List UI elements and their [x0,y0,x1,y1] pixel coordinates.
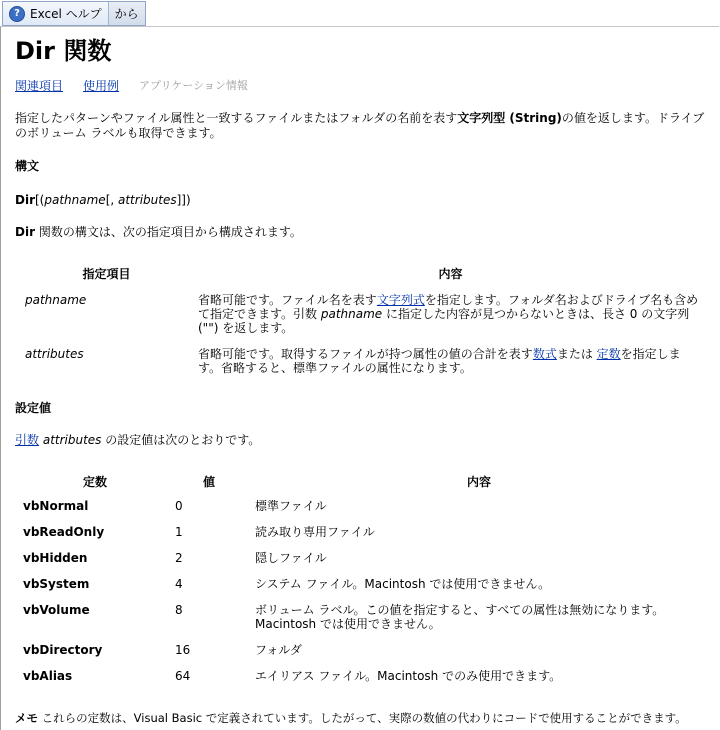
intro-text-2: の値を返します。ドライブのボリューム ラベルも取得できます。 [15,111,705,140]
table-row [15,657,703,683]
params-table [15,263,703,375]
syntax-heading: 構文 [15,159,40,173]
param-desc-italic: pathname [320,307,383,321]
intro-bold: 文字列型 (String) [457,111,562,125]
table-row [15,539,703,565]
table-row [15,631,703,657]
constant-value: 2 [175,551,183,565]
params-header-name: 指定項目 [82,266,131,281]
constant-name: vbVolume [23,603,90,617]
syntax-line [15,193,705,208]
table-row [15,513,703,539]
help-tabs [2,1,146,26]
table-row [15,591,703,631]
tab-from[interactable] [108,2,145,25]
syntax-open: [( [35,193,45,207]
settings-italic: attributes [42,433,102,447]
topic-links [15,77,248,94]
settings-heading: 設定値 [15,401,52,415]
help-icon: ? [9,6,25,22]
string-expression-link[interactable]: 文字列式 [376,293,425,307]
constant-name: vbNormal [23,499,89,513]
constant-link[interactable]: 定数 [596,347,621,361]
app-info-link: アプリケーション情報 [139,79,248,92]
table-row [15,335,703,375]
constants-header-desc: 内容 [466,474,491,489]
memo-note [15,711,705,726]
param-desc-text: に指定した内容が見つからないときは、長さ 0 の文字列 ("") を返します。 [198,307,690,335]
constant-name: vbDirectory [23,643,103,657]
intro-paragraph [15,111,705,141]
param-name: pathname [25,293,87,307]
tab-excel-help-label: Excel ヘルプ [30,7,102,21]
page-title: Dir 関数 [15,37,112,65]
param-desc-text: を指定します。省略すると、標準ファイルの属性になります。 [198,347,681,375]
param-name: attributes [25,347,84,361]
param-desc [198,283,703,335]
memo-label: メモ [15,711,38,725]
constant-desc: エイリアス ファイル。Macintosh でのみ使用できます。 [255,669,562,683]
constant-name: vbReadOnly [23,525,105,539]
help-content-frame [0,26,719,730]
settings-description [15,433,705,448]
constants-table [15,471,703,683]
constant-value: 8 [175,603,183,617]
constants-header-const: 定数 [82,474,107,489]
constant-value: 1 [175,525,183,539]
syntax-arg-attributes: attributes [118,193,177,207]
constant-name: vbHidden [23,551,88,565]
constant-desc: 標準ファイル [255,499,327,513]
constant-desc: 読み取り専用ファイル [255,525,375,539]
constant-value: 0 [175,499,183,513]
syntax-close: ]]) [176,193,191,207]
constant-desc: フォルダ [255,643,302,657]
constant-value: 64 [175,669,191,683]
param-desc-text: 省略可能です。取得するファイルが持つ属性の値の合計を表す [198,347,533,361]
table-row [15,491,703,513]
help-titlebar [0,0,720,26]
settings-text: の設定値は次のとおりです。 [101,433,261,447]
related-topics-link[interactable]: 関連項目 [15,79,64,93]
syntax-arg-pathname: pathname [44,193,106,207]
param-desc-text: または [556,347,597,361]
constant-desc: システム ファイル。Macintosh では使用できません。 [255,577,551,591]
argument-link[interactable]: 引数 [15,433,40,447]
tab-from-label: から [114,7,139,21]
memo-text: これらの定数は、Visual Basic で定義されています。したがって、実際の数値の代わりにコードで使用することができます。 [38,711,687,725]
params-header-desc: 内容 [438,266,463,281]
constant-name: vbAlias [23,669,73,683]
constant-name: vbSystem [23,577,90,591]
params-header-row [15,263,703,283]
constants-header-row [15,471,703,491]
syntax-desc-bold: Dir [15,225,35,239]
param-desc [198,335,703,375]
syntax-desc-text: 関数の構文は、次の指定項目から構成されます。 [35,225,302,239]
syntax-mid: [, [105,193,118,207]
constant-desc: 隠しファイル [255,551,327,565]
param-desc-text: 省略可能です。ファイル名を表す [198,293,377,307]
constant-value: 16 [175,643,191,657]
constant-value: 4 [175,577,183,591]
tab-excel-help[interactable] [3,2,108,25]
constant-desc: ボリューム ラベル。この値を指定すると、すべての属性は無効になります。Macintosh では使用できません。 [255,603,665,631]
intro-text-1: 指定したパターンやファイル属性と一致するファイルまたはフォルダの名前を表す [15,111,458,125]
table-row [15,283,703,335]
constants-header-value: 値 [203,474,216,489]
param-desc-text: を指定します。フォルダ名およびドライブ名も含めて指定できます。引数 [198,293,699,321]
syntax-description [15,225,705,240]
example-link[interactable]: 使用例 [83,79,120,93]
expression-link[interactable]: 数式 [532,347,557,361]
syntax-func-name: Dir [15,193,35,207]
table-row [15,565,703,591]
